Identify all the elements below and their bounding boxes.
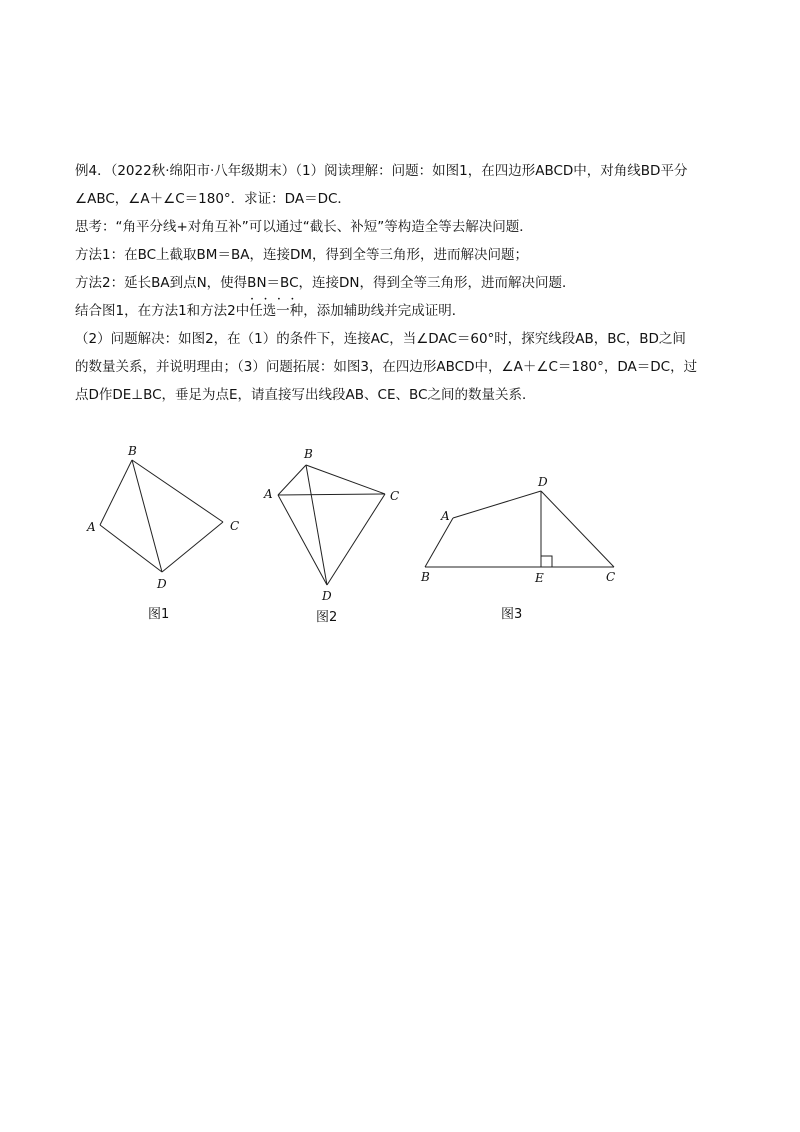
fig2-diagonal-ac bbox=[278, 494, 385, 495]
fig2-diagonal-bd bbox=[306, 465, 327, 585]
fig3-edge-ba bbox=[425, 518, 453, 567]
figure-3 bbox=[425, 491, 614, 567]
fig3-label-d: D bbox=[538, 475, 548, 489]
fig2-edge-ba bbox=[278, 465, 306, 495]
fig3-edge-ad bbox=[453, 491, 541, 518]
problem-line-6 bbox=[75, 296, 735, 324]
fig1-label-b: B bbox=[128, 444, 137, 458]
problem-line-1: 例4．（2022秋·绵阳市·八年级期末）（1）阅读理解：问题：如图1，在四边形ABCD中，对角线BD平分 bbox=[75, 163, 688, 179]
problem-line-9: 点D作DE⊥BC，垂足为点E，请直接写出线段AB、CE、BC之间的数量关系． bbox=[75, 387, 536, 403]
fig2-edge-cd bbox=[327, 494, 385, 585]
fig2-edge-bc bbox=[306, 465, 385, 494]
problem-line-4: 方法1：在BC上截取BM＝BA，连接DM，得到全等三角形，进而解决问题； bbox=[75, 247, 528, 263]
fig2-label-a: A bbox=[264, 487, 273, 501]
figure-1 bbox=[100, 460, 223, 572]
figures-panel bbox=[80, 440, 640, 640]
fig3-caption: 图3 bbox=[501, 607, 523, 622]
fig2-edge-ad bbox=[278, 495, 327, 585]
fig3-label-e: E bbox=[535, 571, 544, 585]
figure-2 bbox=[278, 465, 385, 585]
fig3-right-angle-mark bbox=[541, 556, 552, 567]
problem-line-2: ∠ABC，∠A＋∠C＝180°．求证：DA＝DC． bbox=[75, 191, 351, 207]
fig2-caption: 图2 bbox=[316, 610, 338, 625]
problem-line-8: 的数量关系，并说明理由；（3）问题拓展：如图3，在四边形ABCD中，∠A＋∠C＝180°，DA＝DC，过 bbox=[75, 359, 698, 375]
emphasis-text: • • • • 任选一种 bbox=[249, 296, 303, 326]
fig3-label-c: C bbox=[606, 570, 616, 584]
fig1-edge-ba bbox=[100, 460, 132, 525]
line6-suffix: ，添加辅助线并完成证明． bbox=[303, 303, 466, 319]
fig2-label-c: C bbox=[390, 489, 400, 503]
fig2-label-d: D bbox=[322, 589, 332, 603]
fig1-label-d: D bbox=[157, 577, 167, 591]
fig1-caption: 图1 bbox=[148, 607, 170, 622]
fig3-label-b: B bbox=[421, 570, 430, 584]
line6-prefix: 结合图1，在方法1和方法2中 bbox=[75, 303, 250, 319]
fig1-label-a: A bbox=[87, 520, 96, 534]
problem-line-7: （2）问题解决：如图2，在（1）的条件下，连接AC，当∠DAC＝60°时，探究线段AB，BC，BD之间 bbox=[75, 331, 686, 347]
fig2-label-b: B bbox=[304, 447, 313, 461]
fig1-edge-cd bbox=[162, 522, 223, 572]
fig1-edge-ad bbox=[100, 525, 162, 572]
fig3-label-a: A bbox=[441, 509, 450, 523]
problem-line-3: 思考：“角平分线+对角互补”可以通过“截长、补短”等构造全等去解决问题． bbox=[75, 219, 533, 235]
fig1-label-c: C bbox=[230, 519, 240, 533]
problem-line-5: 方法2：延长BA到点N，使得BN＝BC，连接DN，得到全等三角形，进而解决问题． bbox=[75, 275, 576, 291]
problem-text bbox=[75, 156, 735, 408]
